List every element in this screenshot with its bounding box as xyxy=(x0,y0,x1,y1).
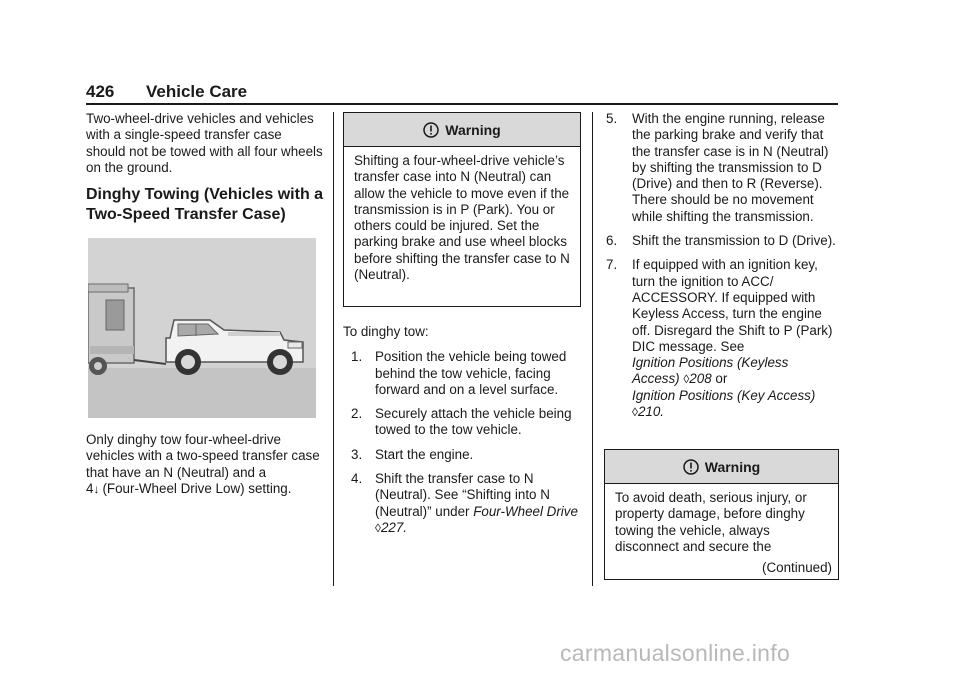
warning-header xyxy=(344,113,580,147)
step-text: Start the engine. xyxy=(375,446,474,462)
step-2 xyxy=(351,406,583,439)
page-reference[interactable]: 208 xyxy=(689,371,712,387)
step-text: If equipped with an ignition key, turn the ignition to ACC/ ACCESSORY. If equipped with Keyless Access, turn the engine off. Disregard the Shift to P (Park) DIC message. See xyxy=(632,257,833,354)
section-heading: Dinghy Towing (Vehicles with a Two-Speed Transfer Case) xyxy=(86,186,324,224)
page-reference-icon: ◊ xyxy=(683,372,690,387)
header-rule xyxy=(86,103,838,105)
warning-text: Shifting a four-wheel-drive vehicle’s transfer case into N (Neutral) can allow the vehicle to move even if the transmission is in P (Park). You or others could be injured. Set the parking brake and use wheel blocks before shifting the transfer case to N (Neutral). xyxy=(354,153,570,283)
warning-icon xyxy=(423,122,439,138)
page-header xyxy=(86,82,838,104)
dinghy-towing-illustration xyxy=(88,238,316,418)
column-2 xyxy=(343,324,583,536)
step-1 xyxy=(351,349,583,398)
step-number: 7. xyxy=(606,257,618,273)
step-number: 1. xyxy=(351,349,363,365)
steps-intro: To dinghy tow: xyxy=(343,324,429,339)
illustration-svg xyxy=(88,238,316,418)
column-1 xyxy=(86,111,324,225)
four-wheel-low-symbol: 4 xyxy=(86,480,94,496)
step-text: With the engine running, release the parking brake and verify that the transfer case is in N (Neutral) by shifting the transmission to D (Drive) and then to R (Reverse). There should be no movement while shifting the transmission. xyxy=(632,111,829,224)
step-text: Position the vehicle being towed behind the tow vehicle, facing forward and on a level surface. xyxy=(375,349,567,397)
warning-box-2 xyxy=(604,449,839,580)
intro-paragraph: Two-wheel-drive vehicles and vehicles with a single-speed transfer case should not be towed with all four wheels on the ground. xyxy=(86,111,323,175)
step-4 xyxy=(351,471,583,536)
page-number: 426 xyxy=(86,82,115,101)
warning-title: Warning xyxy=(445,121,501,138)
page-reference-icon: ◊ xyxy=(632,405,638,420)
warning-header xyxy=(605,450,838,484)
period: . xyxy=(660,404,665,420)
warning-title: Warning xyxy=(704,458,761,475)
warning-box-1 xyxy=(343,112,581,307)
cross-reference-link[interactable]: Ignition Positions (Key Access) xyxy=(632,387,816,403)
step-6 xyxy=(606,233,838,249)
step-5 xyxy=(606,111,838,225)
step-7 xyxy=(606,257,838,420)
step-number: 4. xyxy=(351,471,363,487)
warning-text: To avoid death, serious injury, or property damage, before dinghy towing the vehicle, always disconnect and secure the xyxy=(615,490,807,554)
page-title: Vehicle Care xyxy=(146,82,248,101)
cross-reference-link[interactable]: Ignition Positions (Keyless Access) xyxy=(632,355,789,387)
watermark: carmanualsonline.info xyxy=(560,640,791,666)
page-reference-icon: ◊ xyxy=(375,520,381,535)
down-arrow-icon: ↓ xyxy=(93,481,100,496)
step-number: 5. xyxy=(606,111,618,126)
step-text: Securely attach the vehicle being towed to the tow vehicle. xyxy=(375,406,572,438)
warning-icon xyxy=(683,459,699,475)
continued-label: (Continued) xyxy=(762,560,832,575)
cross-reference-link[interactable]: Four-Wheel Drive xyxy=(473,503,578,519)
page-reference[interactable]: 227 xyxy=(380,519,404,535)
column-divider-1 xyxy=(333,112,334,586)
column-divider-2 xyxy=(592,112,593,586)
step-3 xyxy=(351,447,583,463)
body-text-before-icon: Only dinghy tow four-wheel-drive vehicles with a two-speed transfer case that have an N (Neutral) and a xyxy=(86,432,320,480)
step-text: Shift the transmission to D (Drive). xyxy=(632,233,836,249)
step-number: 2. xyxy=(351,406,363,422)
step-number: 6. xyxy=(606,233,618,249)
body-paragraph xyxy=(86,432,324,497)
column-1-lower xyxy=(86,432,324,497)
column-3 xyxy=(606,111,838,420)
period: . xyxy=(403,519,408,535)
step-text: Shift the transfer case to N (Neutral). See “Shifting into N (Neutral)” under xyxy=(375,471,550,519)
or-text: or xyxy=(715,371,728,387)
step-number: 3. xyxy=(351,446,363,462)
page-reference[interactable]: 210 xyxy=(637,404,661,420)
body-text-after-icon: (Four-Wheel Drive Low) setting. xyxy=(102,480,292,496)
